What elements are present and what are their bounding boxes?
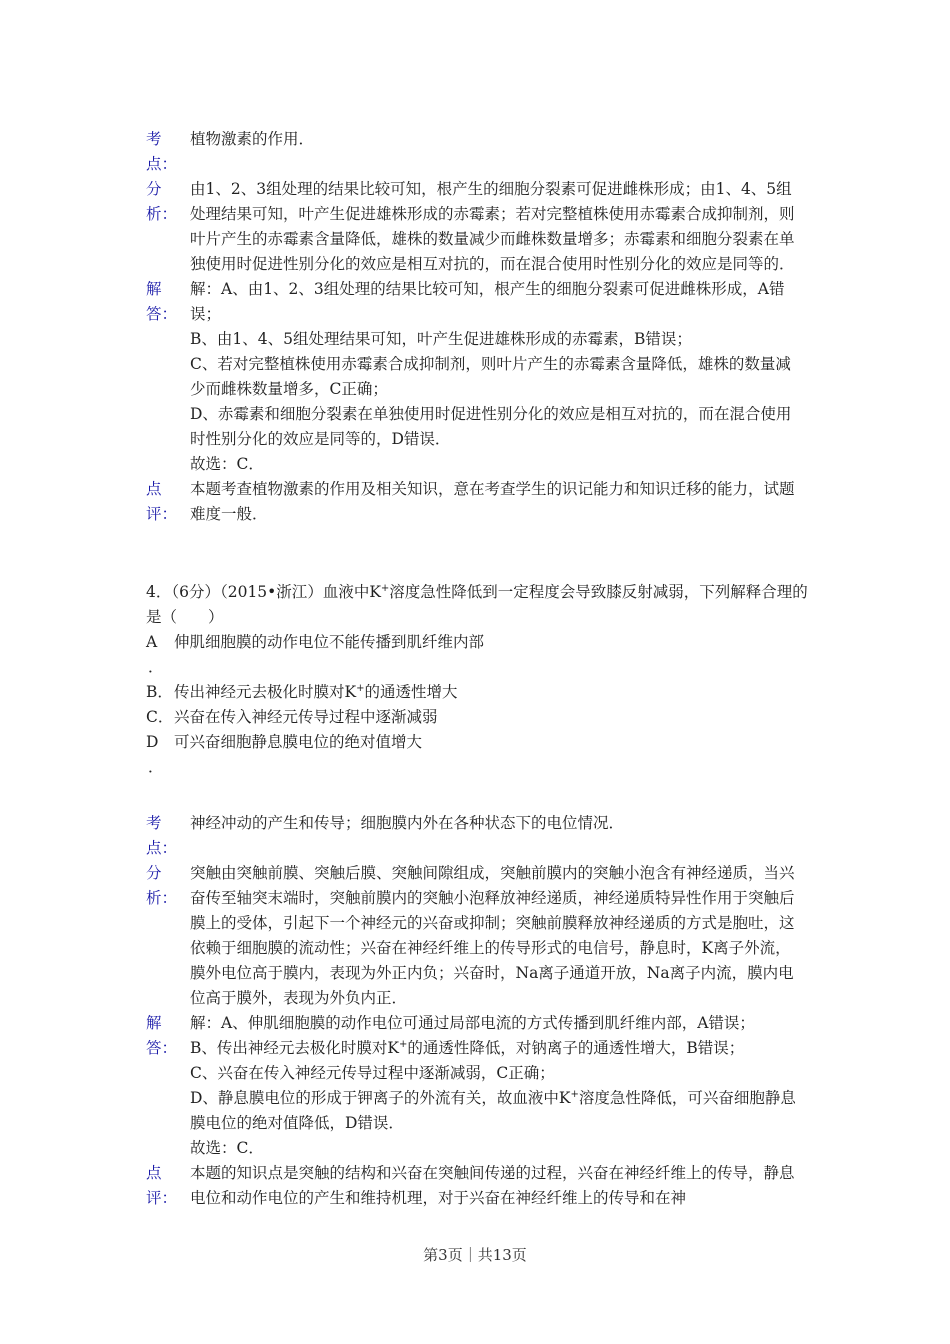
jieda-line: B、传出神经元去极化时膜对K+的通透性降低，对钠离子的通透性增大，B错误；: [190, 1038, 745, 1057]
dianping-label: 点 评：: [146, 1164, 178, 1207]
dianping-text: 本题考查植物激素的作用及相关知识，意在考查学生的识记能力和知识迁移的能力，试题难度一般．: [190, 480, 795, 523]
option-key: A: [146, 633, 158, 651]
q4-dianping: [146, 1161, 806, 1211]
option-a: [146, 630, 811, 655]
q3-kaodian: [146, 127, 806, 177]
option-text: 兴奋在传入神经元传导过程中逐渐减弱: [174, 708, 438, 726]
q4-jieda: [146, 1011, 806, 1161]
q4-kaodian: [146, 811, 806, 861]
jieda-line: B、由1、4、5组处理结果可知，叶产生促进雄株形成的赤霉素，B错误；: [190, 330, 692, 348]
fenxi-text: 突触由突触前膜、突触后膜、突触间隙组成，突触前膜内的突触小泡含有神经递质，当兴奋传至轴突末端时，突触前膜内的突触小泡释放神经递质，神经递质特异性作用于突触后膜上的受体，引起下一个神经元的兴奋或抑制；突触前膜释放神经递质的方式是胞吐，这依赖于细胞膜的流动性；兴奋在神经纤维上的传导形式的电信号，静息时，K离子外流，膜外电位高于膜内，表现为外正内负；兴奋时，Na离子通道开放，Na离子内流，膜内电位高于膜外，表现为外负内正．: [190, 864, 795, 1007]
option-d: [146, 730, 811, 755]
q4-fenxi: [146, 861, 806, 1011]
jieda-line: 故选：C．: [190, 455, 264, 473]
q3-fenxi: [146, 177, 806, 277]
jieda-line: 解：A、伸肌细胞膜的动作电位可通过局部电流的方式传播到肌纤维内部，A错误；: [190, 1014, 755, 1032]
option-a-dot: ．: [148, 658, 164, 676]
jieda-text: [190, 1011, 806, 1161]
page-footer: 第3页｜共13页: [423, 1246, 527, 1264]
q3-jieda: [146, 277, 806, 477]
jieda-line: C、若对完整植株使用赤霉素合成抑制剂，则叶片产生的赤霉素含量降低，雄株的数量减少而雌株数量增多，C正确；: [190, 355, 791, 398]
jieda-text: [190, 277, 806, 477]
q4-options: [146, 630, 811, 780]
option-d-dot: ．: [148, 758, 164, 776]
kaodian-text: 植物激素的作用．: [190, 130, 315, 148]
dianping-text: 本题的知识点是突触的结构和兴奋在突触间传递的过程，兴奋在神经纤维上的传导，静息电位和动作电位的产生和维持机理，对于兴奋在神经纤维上的传导和在神: [190, 1164, 795, 1207]
option-text: 伸肌细胞膜的动作电位不能传播到肌纤维内部: [174, 633, 485, 651]
q3-analysis: [146, 127, 806, 527]
fenxi-label: 分 析：: [146, 864, 178, 907]
jieda-label: 解 答：: [146, 1014, 178, 1057]
option-key: D: [146, 733, 159, 751]
jieda-line: 故选：C．: [190, 1139, 264, 1157]
option-text: 可兴奋细胞静息膜电位的绝对值增大: [174, 733, 423, 751]
option-text: 传出神经元去极化时膜对K+的通透性增大: [174, 682, 458, 701]
fenxi-label: 分 析：: [146, 180, 178, 223]
option-b: [146, 680, 811, 705]
option-c: [146, 705, 811, 730]
kaodian-label: 考 点：: [146, 814, 178, 857]
fenxi-text: 由1、2、3组处理的结果比较可知，根产生的细胞分裂素可促进雌株形成；由1、4、5组处理结果可知，叶产生促进雄株形成的赤霉素；若对完整植株使用赤霉素合成抑制剂，则叶片产生的赤霉素含量降低，雄株的数量减少而雌株数量增多；赤霉素和细胞分裂素在单独使用时促进性别分化的效应是相互对抗的，而在混合使用时性别分化的效应是同等的．: [190, 180, 795, 273]
q3-dianping: [146, 477, 806, 527]
jieda-line: 解：A、由1、2、3组处理的结果比较可知，根产生的细胞分裂素可促进雌株形成，A错误；: [190, 280, 785, 323]
dianping-label: 点 评：: [146, 480, 178, 523]
kaodian-label: 考 点：: [146, 130, 178, 173]
q4-analysis: [146, 811, 806, 1211]
jieda-line: D、静息膜电位的形成于钾离子的外流有关，故血液中K+溶度急性降低，可兴奋细胞静息膜电位的绝对值降低，D错误．: [190, 1088, 796, 1132]
q4-stem: 4．（6分）（2015•浙江）血液中K+溶度急性降低到一定程度会导致膝反射减弱，下列解释合理的是（ ）: [146, 582, 808, 626]
jieda-line: C、兴奋在传入神经元传导过程中逐渐减弱，C正确；: [190, 1064, 555, 1082]
jieda-line: D、赤霉素和细胞分裂素在单独使用时促进性别分化的效应是相互对抗的，而在混合使用时性别分化的效应是同等的，D错误．: [190, 405, 792, 448]
option-key: C．: [146, 708, 174, 726]
q4-question: [146, 580, 811, 780]
kaodian-text: 神经冲动的产生和传导；细胞膜内外在各种状态下的电位情况．: [190, 814, 625, 832]
option-key: B．: [146, 683, 173, 701]
jieda-label: 解 答：: [146, 280, 178, 323]
